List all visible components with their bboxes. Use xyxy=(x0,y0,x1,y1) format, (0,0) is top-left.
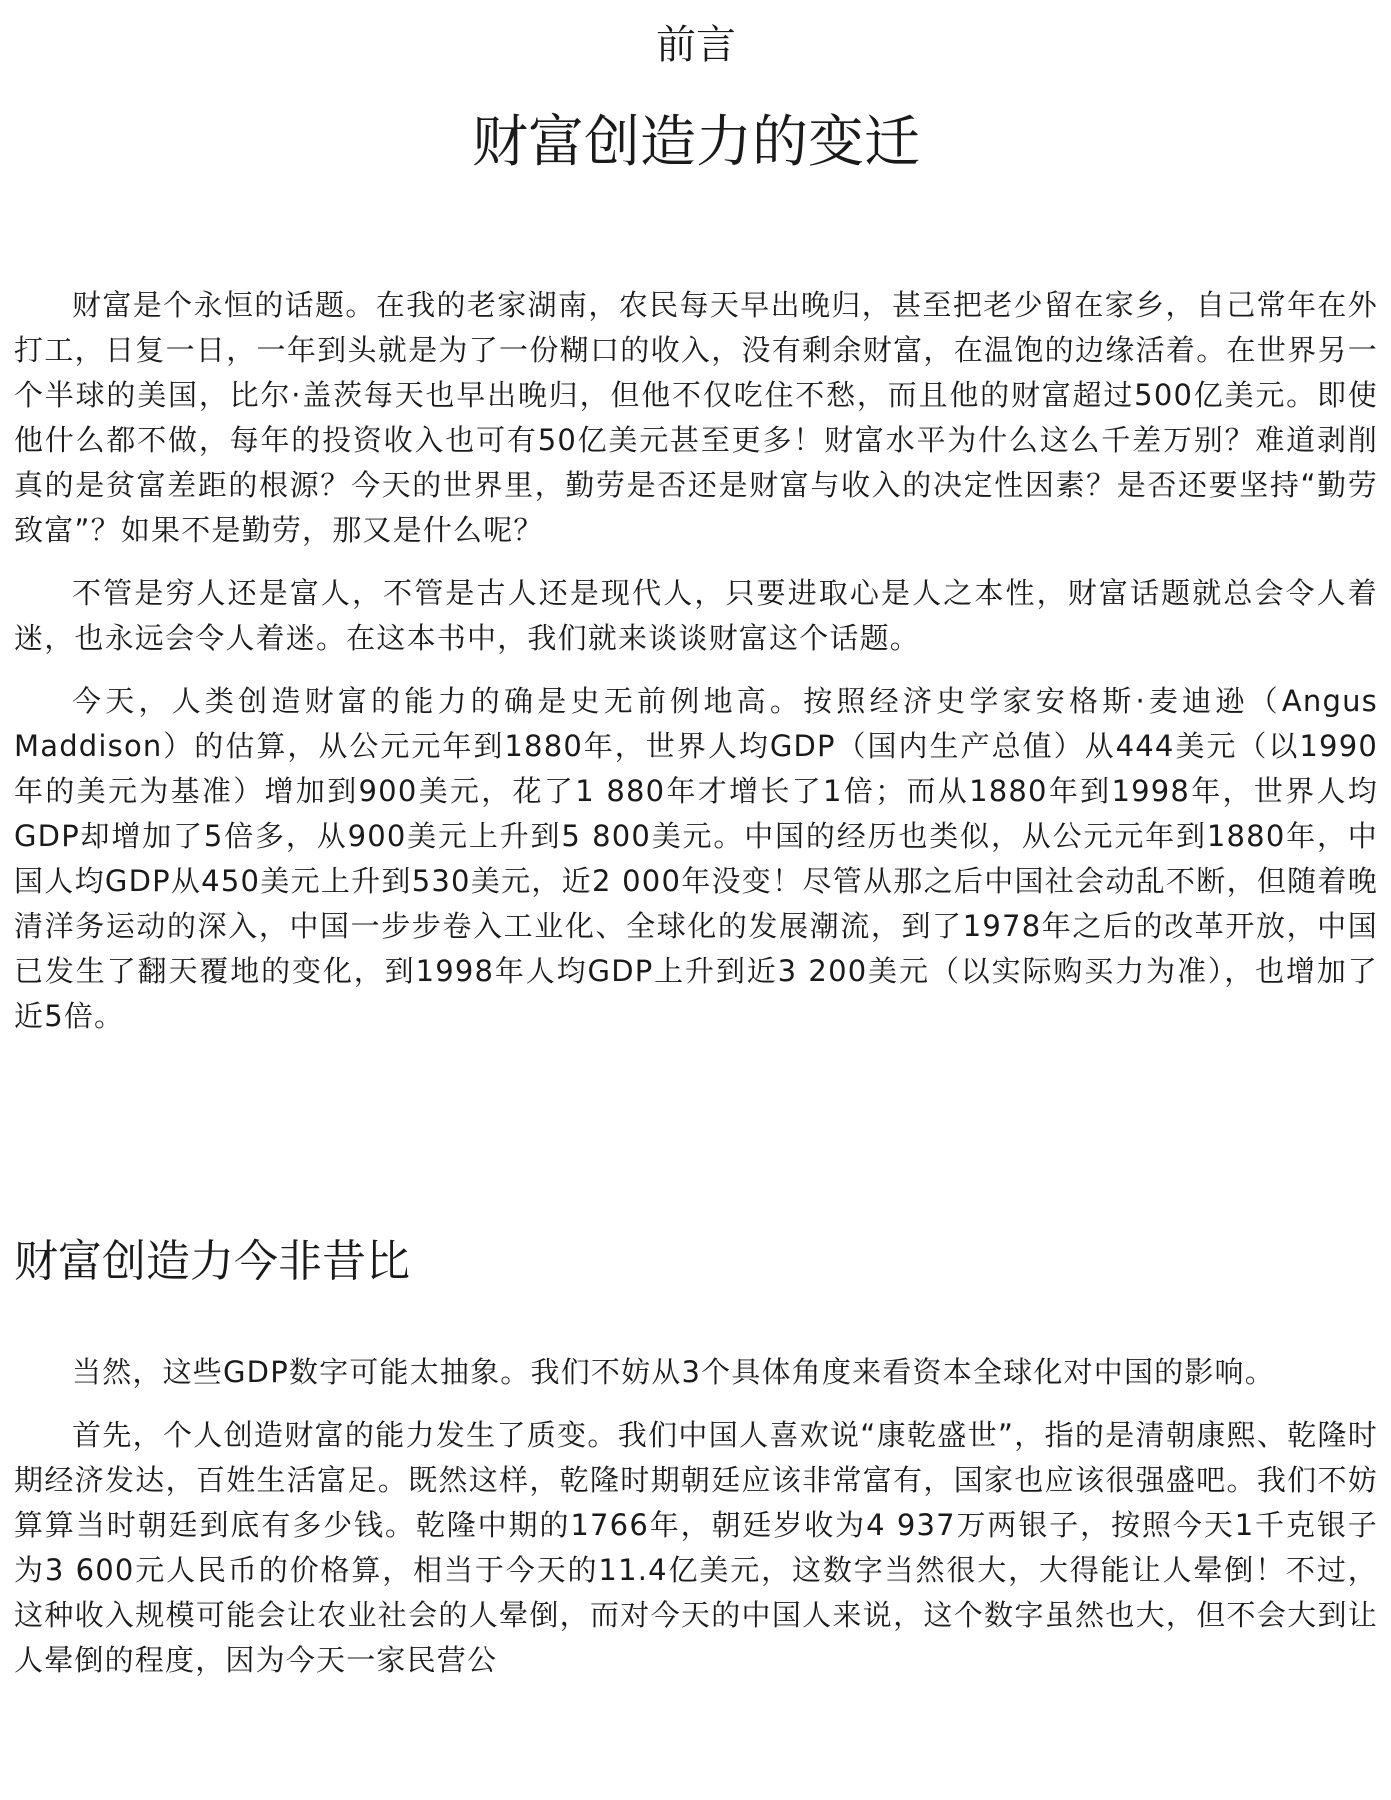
paragraph-2: 不管是穷人还是富人，不管是古人还是现代人，只要进取心是人之本性，财富话题就总会令人着迷，也永远会令人着迷。在这本书中，我们就来谈谈财富这个话题。 xyxy=(14,576,1378,655)
paragraph-4: 当然，这些GDP数字可能太抽象。我们不妨从3个具体角度来看资本全球化对中国的影响。 xyxy=(72,1355,1275,1389)
section-2-body xyxy=(14,1350,1378,1683)
section-1-body xyxy=(14,283,1378,1039)
section-heading: 财富创造力今非昔比 xyxy=(14,1236,410,1287)
chapter-title: 财富创造力的变迁 xyxy=(472,110,920,175)
paragraph-5: 首先，个人创造财富的能力发生了质变。我们中国人喜欢说“康乾盛世”，指的是清朝康熙、乾隆时期经济发达，百姓生活富足。既然这样，乾隆时期朝廷应该非常富有，国家也应该很强盛吧。我们不妨算算当时朝廷到底有多少钱。乾隆中期的1766年，朝廷岁收为4 937万两银子，按照今天1千克银子为3 600元人民币的价格算，相当于今天的11.4亿美元，这数字当然很大，大得能让人晕倒！不过，这种收入规模可能会让农业社会的人晕倒，而对今天的中国人来说，这个数字虽然也大，但不会大到让人晕倒的程度，因为今天一家民营公 xyxy=(14,1418,1378,1677)
paragraph-3: 今天，人类创造财富的能力的确是史无前例地高。按照经济史学家安格斯·麦迪逊（Angus Maddison）的估算，从公元元年到1880年，世界人均GDP（国内生产总值）从444美元（以1990年的美元为基准）增加到900美元，花了1 880年才增长了1倍；而从1880年到1998年，世界人均GDP却增加了5倍多，从900美元上升到5 800美元。中国的经历也类似，从公元元年到1880年，中国人均GDP从450美元上升到530美元，近2 000年没变！尽管从那之后中国社会动乱不断，但随着晚清洋务运动的深入，中国一步步卷入工业化、全球化的发展潮流，到了1978年之后的改革开放，中国已发生了翻天覆地的变化，到1998年人均GDP上升到近3 200美元（以实际购买力为准），也增加了近5倍。 xyxy=(14,684,1378,1033)
preface-label: 前言 xyxy=(656,22,736,68)
paragraph-1: 财富是个永恒的话题。在我的老家湖南，农民每天早出晚归，甚至把老少留在家乡，自己常年在外打工，日复一日，一年到头就是为了一份糊口的收入，没有剩余财富，在温饱的边缘活着。在世界另一个半球的美国，比尔·盖茨每天也早出晚归，但他不仅吃住不愁，而且他的财富超过500亿美元。即使他什么都不做，每年的投资收入也可有50亿美元甚至更多！财富水平为什么这么千差万别？难道剥削真的是贫富差距的根源？今天的世界里，勤劳是否还是财富与收入的决定性因素？是否还要坚持“勤劳致富”？如果不是勤劳，那又是什么呢？ xyxy=(14,288,1378,547)
